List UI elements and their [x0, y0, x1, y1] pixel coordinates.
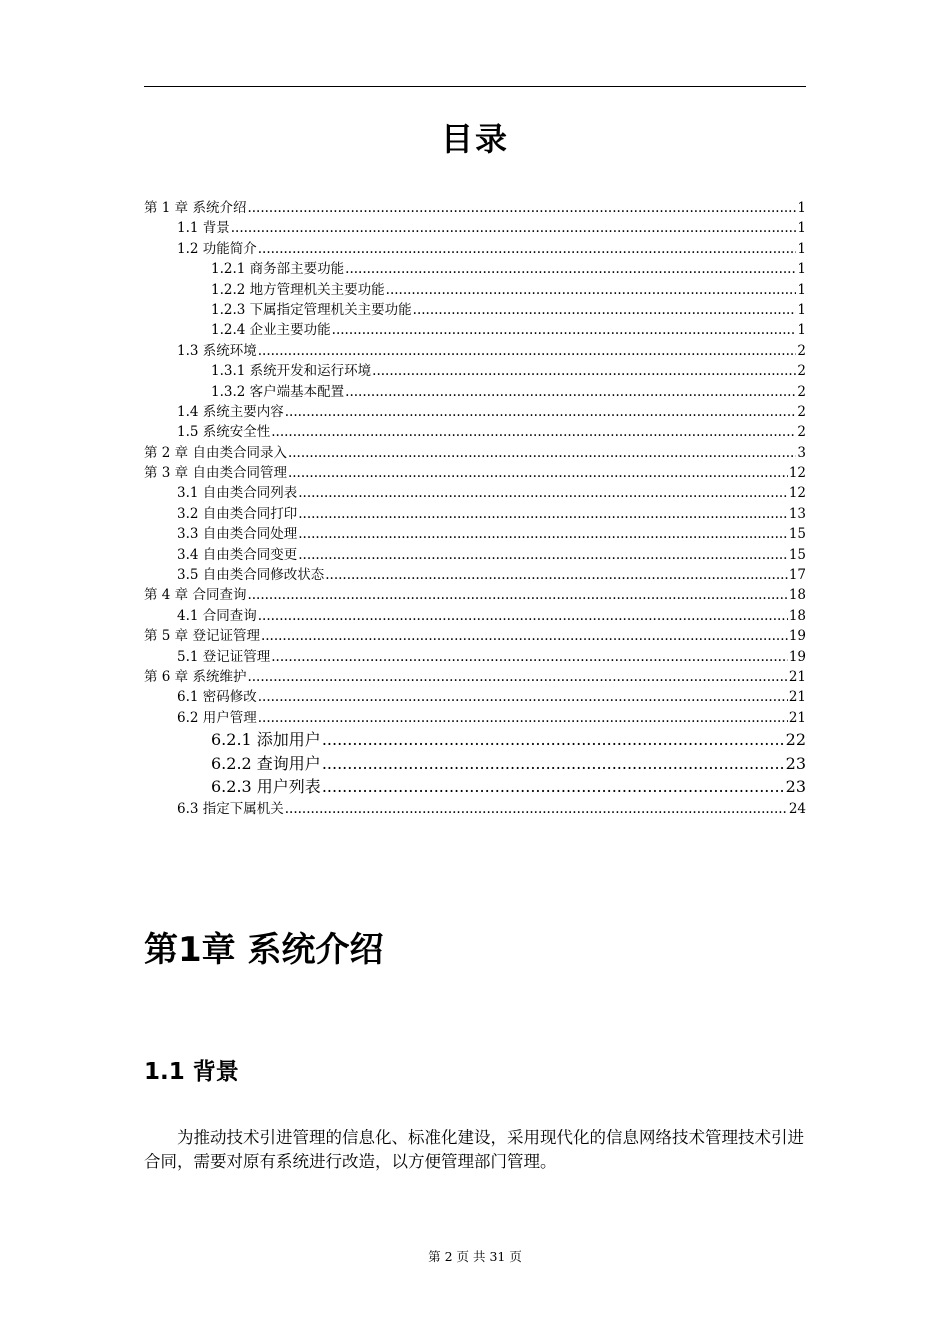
- toc-entry-title: 6.2.3 用户列表: [211, 777, 321, 797]
- toc-entry-page: 21: [788, 709, 806, 726]
- toc-entry-page: 2: [797, 342, 806, 359]
- body-paragraph: 为推动技术引进管理的信息化、标准化建设，采用现代化的信息网络技术管理技术引进合同，需要对原有系统进行改造，以方便管理部门管理。: [144, 1128, 804, 1171]
- toc-entry-page: 2: [797, 424, 806, 441]
- toc-dot-leader: [288, 463, 788, 483]
- toc-dot-leader: [285, 402, 797, 422]
- toc-entry[interactable]: [144, 565, 806, 585]
- toc-entry-page: 15: [788, 526, 806, 543]
- toc-dot-leader: [298, 504, 788, 524]
- toc-entry-title: 6.2.2 查询用户: [211, 753, 321, 773]
- toc-entry-title: 6.1 密码修改: [177, 689, 257, 706]
- toc-entry-page: 1: [797, 220, 806, 237]
- toc-dot-leader: [271, 647, 788, 667]
- toc-title: 目录: [440, 120, 509, 158]
- toc-entry[interactable]: [144, 198, 806, 218]
- toc-dot-leader: [345, 259, 796, 279]
- toc-entry-page: 1: [797, 322, 806, 339]
- toc-dot-leader: [386, 280, 797, 300]
- toc-entry[interactable]: [144, 218, 806, 238]
- toc-entry-page: 1: [797, 261, 806, 278]
- toc-entry-title: 1.3.2 客户端基本配置: [211, 383, 345, 400]
- toc-dot-leader: [231, 218, 797, 238]
- toc-entry[interactable]: [144, 300, 806, 320]
- toc-entry-title: 第 6 章 系统维护: [144, 668, 247, 685]
- toc-entry-page: 12: [788, 485, 806, 502]
- toc-entry[interactable]: [144, 687, 806, 707]
- toc-entry-page: 18: [788, 607, 806, 624]
- toc-entry[interactable]: [144, 752, 806, 776]
- toc-entry[interactable]: [144, 667, 806, 687]
- toc-entry[interactable]: [144, 341, 806, 361]
- toc-entry-title: 6.2 用户管理: [177, 709, 257, 726]
- toc-entry[interactable]: [144, 280, 806, 300]
- toc-dot-leader: [372, 361, 796, 381]
- toc-dot-leader: [325, 565, 788, 585]
- toc-entry-page: 23: [785, 777, 806, 797]
- toc-entry-title: 1.4 系统主要内容: [177, 403, 284, 420]
- toc-dot-leader: [258, 341, 797, 361]
- page-footer: 第 2 页 共 31 页: [428, 1249, 522, 1264]
- toc-entry-page: 15: [788, 546, 806, 563]
- header-rule: [144, 86, 806, 87]
- toc-entry-page: 2: [797, 383, 806, 400]
- toc-entry[interactable]: [144, 728, 806, 752]
- toc-entry-title: 3.2 自由类合同打印: [177, 505, 298, 522]
- toc-entry[interactable]: [144, 422, 806, 442]
- toc-dot-leader: [345, 382, 796, 402]
- section-heading: 1.1 背景: [144, 1059, 239, 1085]
- toc-dot-leader: [258, 606, 788, 626]
- toc-entry[interactable]: [144, 626, 806, 646]
- toc-entry-title: 6.2.1 添加用户: [211, 730, 321, 750]
- toc-entry-title: 1.2.1 商务部主要功能: [211, 261, 345, 278]
- toc-entry-title: 3.5 自由类合同修改状态: [177, 567, 325, 584]
- toc-dot-leader: [271, 422, 796, 442]
- toc-dot-leader: [413, 300, 797, 320]
- toc-entry[interactable]: [144, 239, 806, 259]
- chapter-heading: 第1章 系统介绍: [144, 930, 384, 970]
- toc-entry[interactable]: [144, 708, 806, 728]
- toc-entry[interactable]: [144, 647, 806, 667]
- toc-entry-title: 1.3.1 系统开发和运行环境: [211, 363, 372, 380]
- toc-entry[interactable]: [144, 259, 806, 279]
- toc-entry[interactable]: [144, 799, 806, 819]
- toc-dot-leader: [258, 239, 797, 259]
- toc-entry[interactable]: [144, 585, 806, 605]
- toc-entry-page: 21: [788, 668, 806, 685]
- toc-dot-leader: [298, 545, 788, 565]
- toc-entry-page: 1: [797, 200, 806, 216]
- toc-entry[interactable]: [144, 463, 806, 483]
- toc-entry-title: 1.5 系统安全性: [177, 424, 271, 441]
- toc-entry-title: 1.2.4 企业主要功能: [211, 322, 331, 339]
- toc-entry[interactable]: [144, 320, 806, 340]
- toc-dot-leader: [298, 483, 788, 503]
- toc-entry-title: 3.3 自由类合同处理: [177, 526, 298, 543]
- toc-entry-title: 3.4 自由类合同变更: [177, 546, 298, 563]
- toc-dot-leader: [298, 524, 788, 544]
- toc-entry[interactable]: [144, 402, 806, 422]
- toc-entry-page: 1: [797, 240, 806, 257]
- toc-entry-title: 第 4 章 合同查询: [144, 587, 247, 604]
- table-of-contents: [144, 198, 806, 819]
- toc-dot-leader: [322, 728, 785, 752]
- toc-entry-title: 第 2 章 自由类合同录入: [144, 444, 287, 461]
- toc-entry[interactable]: [144, 606, 806, 626]
- toc-entry-page: 13: [788, 505, 806, 522]
- toc-entry-title: 5.1 登记证管理: [177, 648, 271, 665]
- toc-dot-leader: [258, 708, 788, 728]
- toc-entry-title: 1.2.3 下属指定管理机关主要功能: [211, 301, 412, 318]
- toc-entry[interactable]: [144, 382, 806, 402]
- toc-entry-page: 19: [788, 648, 806, 665]
- toc-entry-page: 22: [785, 730, 806, 750]
- toc-dot-leader: [258, 687, 788, 707]
- toc-entry-page: 24: [788, 800, 806, 817]
- toc-entry-title: 1.3 系统环境: [177, 342, 257, 359]
- toc-dot-leader: [247, 667, 787, 687]
- toc-dot-leader: [247, 585, 787, 605]
- toc-dot-leader: [285, 799, 788, 819]
- toc-entry[interactable]: [144, 443, 806, 463]
- toc-dot-leader: [288, 443, 796, 463]
- toc-entry-title: 第 3 章 自由类合同管理: [144, 465, 287, 482]
- toc-dot-leader: [261, 626, 788, 646]
- toc-entry-page: 2: [797, 363, 806, 380]
- toc-entry[interactable]: [144, 361, 806, 381]
- toc-entry-title: 3.1 自由类合同列表: [177, 485, 298, 502]
- toc-entry-page: 19: [788, 628, 806, 645]
- toc-entry[interactable]: [144, 483, 806, 503]
- toc-entry[interactable]: [144, 504, 806, 524]
- toc-entry-page: 21: [788, 689, 806, 706]
- toc-dot-leader: [332, 320, 797, 340]
- toc-entry[interactable]: [144, 775, 806, 799]
- toc-entry[interactable]: [144, 545, 806, 565]
- toc-entry-page: 23: [785, 753, 806, 773]
- toc-entry[interactable]: [144, 524, 806, 544]
- toc-entry-page: 12: [788, 465, 806, 482]
- toc-entry-page: 17: [788, 567, 806, 584]
- toc-entry-title: 1.2 功能简介: [177, 240, 257, 257]
- toc-entry-title: 4.1 合同查询: [177, 607, 257, 624]
- toc-dot-leader: [322, 775, 785, 799]
- toc-entry-page: 2: [797, 403, 806, 420]
- toc-entry-title: 第 1 章 系统介绍: [144, 200, 247, 216]
- toc-entry-page: 1: [797, 301, 806, 318]
- toc-entry-title: 6.3 指定下属机关: [177, 800, 284, 817]
- toc-dot-leader: [247, 198, 796, 218]
- toc-entry-page: 3: [797, 444, 806, 461]
- toc-entry-title: 1.1 背景: [177, 220, 230, 237]
- toc-dot-leader: [322, 752, 785, 776]
- toc-entry-title: 1.2.2 地方管理机关主要功能: [211, 281, 385, 298]
- toc-entry-page: 18: [788, 587, 806, 604]
- toc-entry-title: 第 5 章 登记证管理: [144, 628, 260, 645]
- toc-entry-page: 1: [797, 281, 806, 298]
